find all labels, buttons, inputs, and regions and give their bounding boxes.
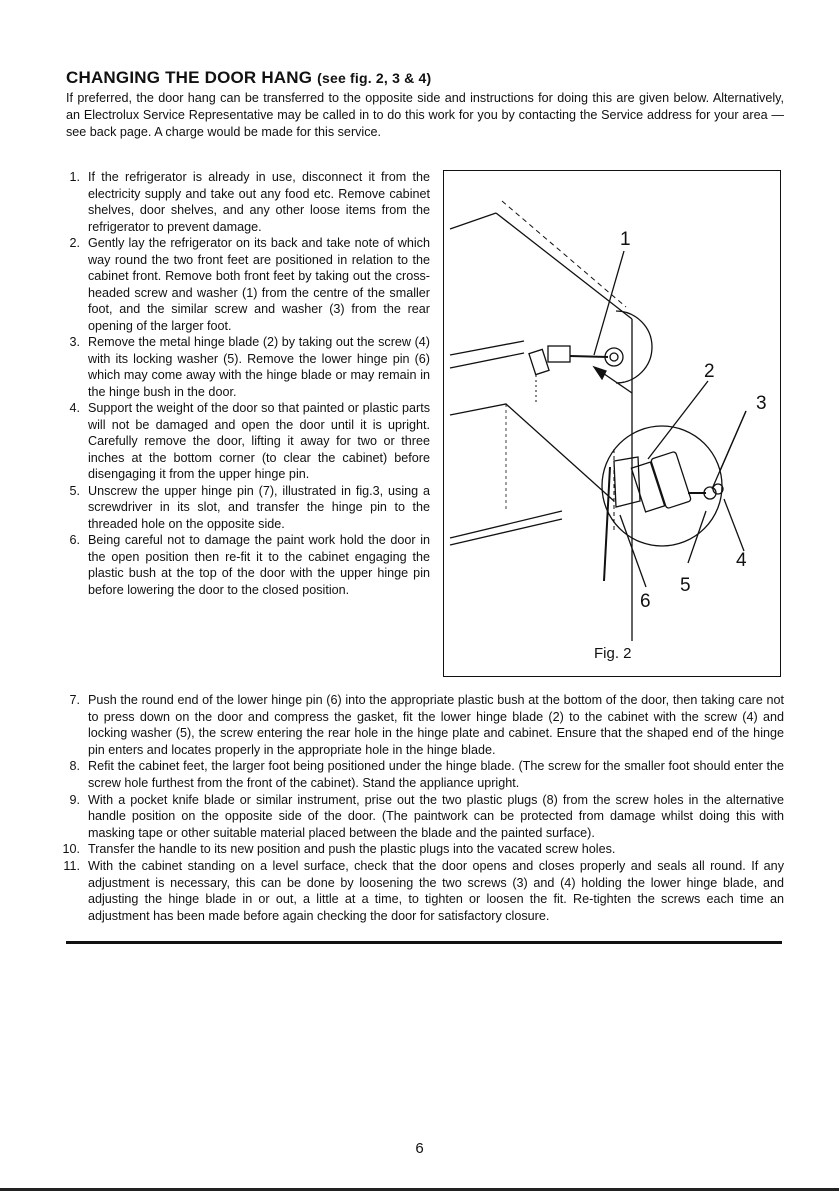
step-text: Being careful not to damage the paint work hold the door in the open position then re-fit it to the cabinet engaging the plastic bush at the top of the door with the upper hinge pin before lowering the door to the closed position. — [88, 533, 430, 597]
heading-subtitle: (see fig. 2, 3 & 4) — [317, 70, 432, 86]
step-text: Remove the metal hinge blade (2) by taking out the screw (4) with its locking washer (5). Remove the lower hinge pin (6) which may come away with the hinge blade or may remain in the hinge bush in the door. — [88, 335, 430, 399]
leader-4 — [724, 499, 744, 551]
step-number: 9. — [69, 792, 80, 807]
step-text: Push the round end of the lower hinge pin (6) into the appropriate plastic bush at the bottom of the door, then taking care not to press down on the door and compress the gasket, fit the lower hinge blade (2) to the cabinet with the screw (4) and locking washer (5), the screw entering the rear hole in the hinge plate and cabinet. Ensure that the shaped end of the hinge pin enters and locates properly in the appropriate hole in the hinge blade. — [88, 693, 784, 757]
figure-caption: Fig. 2 — [594, 645, 632, 662]
step-text: With a pocket knife blade or similar instrument, prise out the two plastic plugs (8) from the screw holes in the alternative handle position on the opposite side of the door. (The paintwork can be protected from damage whilst doing this with masking tape or other suitable material placed between the blade and the painted surface). — [88, 792, 784, 840]
instruction-list-column — [66, 169, 430, 598]
list-item — [66, 235, 430, 334]
page-heading — [66, 68, 786, 88]
step-text: Unscrew the upper hinge pin (7), illustrated in fig.3, using a screwdriver in its slot, and transfer the hinge pin to the threaded hole on the opposite side. — [88, 483, 430, 531]
upper-detail-circle — [616, 311, 652, 383]
list-item — [66, 758, 784, 791]
lower-detail-circle — [602, 426, 722, 546]
step-text: If the refrigerator is already in use, disconnect it from the electricity supply and take out any food etc. Remove cabinet shelves, door shelves, and any other loose items from the refrigerator to prevent damage. — [88, 170, 430, 234]
leader-6b — [620, 515, 646, 587]
list-item — [66, 169, 430, 235]
instruction-list-wide — [62, 692, 784, 924]
upper-screw-core — [610, 353, 618, 361]
list-item — [66, 532, 430, 598]
list-item — [66, 400, 430, 483]
arrow-head — [594, 367, 606, 379]
step-number: 4. — [69, 401, 80, 415]
list-item — [62, 841, 784, 858]
hinge-illustration — [444, 171, 780, 641]
leader-6a — [604, 467, 610, 581]
cabinet-base-line — [450, 511, 562, 538]
list-item — [63, 858, 784, 924]
cabinet-base-line-2 — [450, 519, 562, 545]
step-text: Gently lay the refrigerator on its back and take note of which way round the two front feet are positioned in relation to the cabinet front. Remove both front feet by taking out the cross-headed screw and washer (1) from the centre of the smaller foot, and the similar screw and washer (3) from the rear opening of the larger foot. — [88, 236, 430, 333]
step-number: 2. — [69, 236, 80, 250]
leader-2 — [648, 381, 708, 459]
upper-hinge-block — [529, 349, 549, 374]
step-number: 1. — [69, 170, 80, 184]
step-number: 10. — [62, 842, 80, 857]
callout-5: 5 — [680, 575, 691, 596]
intro-paragraph: If preferred, the door hang can be transferred to the opposite side and instructions for doing this are given below. Alternatively, an Electrolux Service Representative may be called in to do this work for you by contacting the Service address for your area — see back page. A charge would be made for this service. — [66, 91, 784, 140]
step-text: Support the weight of the door so that painted or plastic parts will not be damaged and open the door until it is upright. Carefully remove the door, lifting it away for two or three inches at the bottom corner (to clear the cabinet) before disengaging it from the upper hinge pin. — [88, 401, 430, 481]
step-number: 7. — [69, 693, 80, 707]
step-number: 5. — [69, 483, 80, 498]
step-text: Refit the cabinet feet, the larger foot being positioned under the hinge blade. (The screw for the smaller foot should enter the screw hole furthest from the front of the cabinet). Stand the appliance upright. — [88, 759, 784, 790]
shelf-line-upper — [450, 341, 524, 355]
list-item — [66, 483, 430, 533]
page-number: 6 — [415, 1140, 424, 1157]
callout-2: 2 — [704, 361, 715, 382]
list-item — [66, 334, 430, 400]
upper-hinge-plate — [548, 346, 570, 362]
callout-4: 4 — [736, 550, 747, 571]
leader-3b — [720, 411, 746, 471]
step-number: 11. — [63, 858, 80, 873]
callout-6: 6 — [640, 591, 651, 612]
callout-1: 1 — [620, 229, 631, 250]
step-number: 6. — [69, 533, 80, 547]
cabinet-top-edge — [450, 213, 496, 229]
figure-2 — [443, 170, 781, 677]
upper-pin — [570, 356, 608, 357]
list-item — [66, 792, 784, 842]
leader-1 — [594, 251, 624, 355]
shelf-line-lower — [450, 353, 524, 368]
heading-title: CHANGING THE DOOR HANG — [66, 68, 313, 87]
cabinet-side-dashed — [502, 201, 626, 307]
cabinet-lower-edge — [450, 404, 614, 501]
step-text: With the cabinet standing on a level surface, check that the door opens and closes properly and seals all round. If any adjustment is necessary, this can be done by loosening the two screws (3) and (4) holding the lower hinge blade, and adjusting the hinge blade in or out, a little at a time, to tighten or loosen the fit. Re-tighten the screws each time an adjustment has been made before again checking the door for satisfactory closure. — [88, 858, 784, 923]
step-text: Transfer the handle to its new position and push the plastic plugs into the vacated screw holes. — [88, 842, 616, 857]
step-number: 3. — [69, 335, 80, 349]
cabinet-diagonal-edge — [496, 213, 632, 319]
bottom-rule — [66, 941, 782, 944]
list-item — [66, 692, 784, 758]
callout-3: 3 — [756, 393, 767, 414]
leader-5 — [688, 511, 706, 563]
step-number: 8. — [69, 759, 80, 774]
